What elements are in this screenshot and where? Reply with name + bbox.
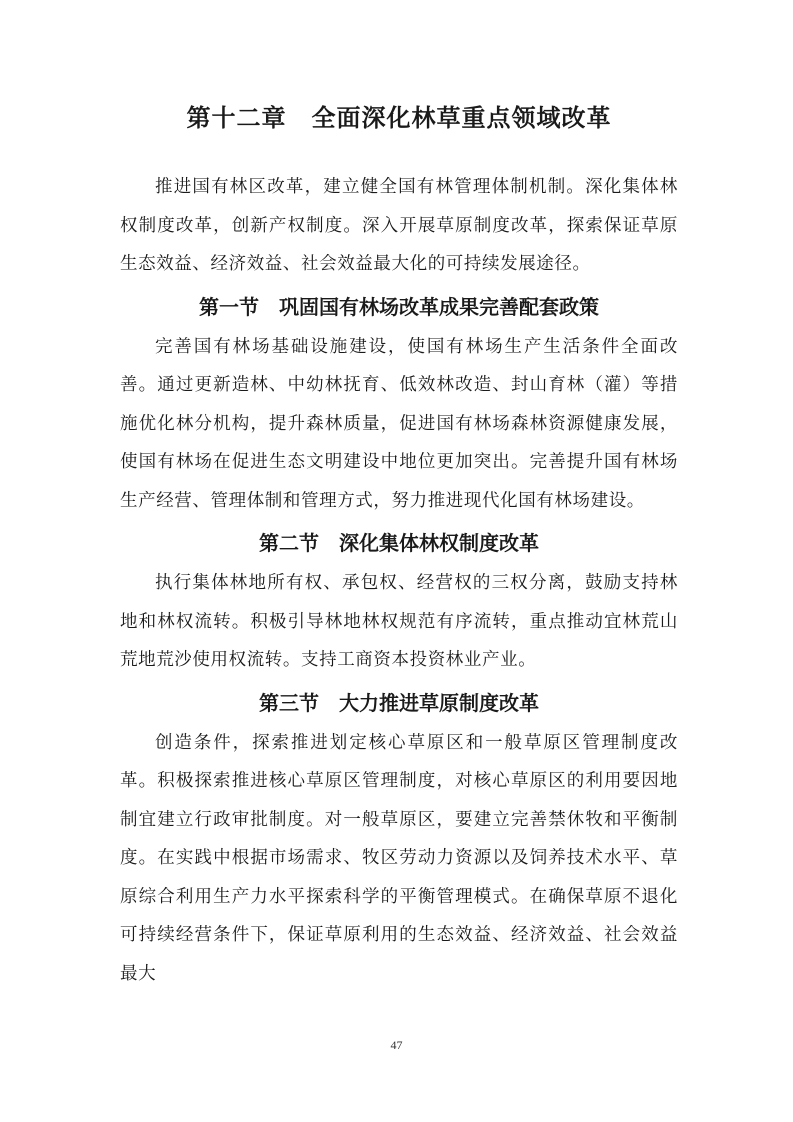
section-3-paragraph: 创造条件，探索推进划定核心草原区和一般草原区管理制度改革。积极探索推进核心草原区管理制度，对核心草原区的利用要因地制宜建立行政审批制度。对一般草原区，要建立完善禁休牧和平衡制度。在实践中根据市场需求、牧区劳动力资源以及饲养技术水平、草原综合利用生产力水平探索科学的平衡管理模式。在确保草原不退化可持续经营条件下，保证草原利用的生态效益、经济效益、社会效益最大	[120, 732, 678, 984]
section-1-title: 第一节 巩固国有林场改革成果完善配套政策	[199, 294, 599, 319]
chapter-title: 第十二章 全面深化林草重点领域改革	[186, 104, 612, 132]
page-content	[120, 96, 678, 995]
section-1-paragraph: 完善国有林场基础设施建设，使国有林场生产生活条件全面改善。通过更新造林、中幼林抚育、低效林改造、封山育林（灌）等措施优化林分机构，提升森林质量，促进国有林场森林资源健康发展，使国有林场在促进生态文明建设中地位更加突出。完善提升国有林场生产经营、管理体制和管理方式，努力推进现代化国有林场建设。	[120, 336, 678, 511]
section-2-paragraph: 执行集体林地所有权、承包权、经营权的三权分离，鼓励支持林地和林权流转。积极引导林地林权规范有序流转，重点推动宜林荒山荒地荒沙使用权流转。支持工商资本投资林业产业。	[120, 573, 678, 670]
page-number: 47	[390, 1038, 403, 1052]
chapter-intro-paragraph: 推进国有林区改革，建立健全国有林管理体制机制。深化集体林权制度改革，创新产权制度。深入开展草原制度改革，探索保证草原生态效益、经济效益、社会效益最大化的可持续发展途径。	[120, 177, 678, 274]
section-2-title: 第二节 深化集体林权制度改革	[259, 531, 539, 555]
section-3-title: 第三节 大力推进草原制度改革	[259, 690, 539, 715]
